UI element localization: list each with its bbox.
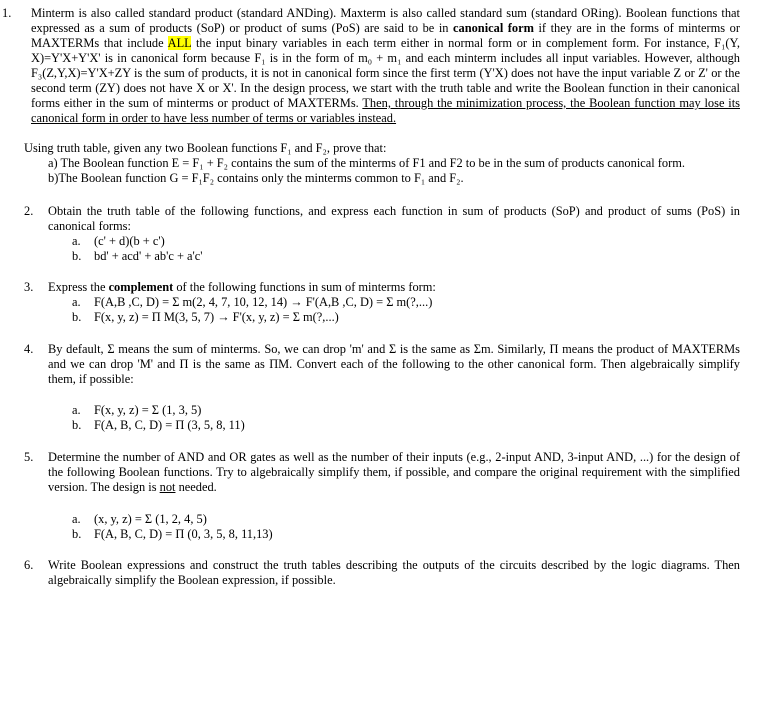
question-4 (24, 342, 740, 433)
highlighted-all: ALL (167, 36, 192, 50)
question-1 (2, 6, 740, 126)
question-number: 3. (24, 280, 34, 294)
question-5 (24, 450, 740, 542)
question-6-text: Write Boolean expressions and construct the truth tables describing the outputs of the circuits described by the logic diagrams. Then algebraically simplify the Boolean expression, if possible. (48, 558, 740, 587)
underlined-sentence: Then, through the minimization process, the Boolean function may lose its canonical form in order to have less number of terms or variables instead. (31, 96, 740, 125)
question-number: 2. (24, 204, 34, 218)
proof-item-b: b)The Boolean function G = F₁F₂ contains only the minterms common to F₁ and F₂. (48, 171, 464, 185)
proof-item-a: a) The Boolean function E = F₁ + F₂ contains the sum of the minterms of F1 and F2 to be in the sum of products canonical form. (48, 156, 685, 170)
underlined-not: not (159, 480, 176, 494)
list-item: a. F(A,B ,C, D) = Σ m(2, 4, 7, 10, 12, 14) → F'(A,B ,C, D) = Σ m(?,...) (72, 295, 433, 309)
list-item: b. bd' + acd' + ab'c + a'c' (72, 249, 203, 263)
question-3 (24, 280, 740, 325)
complement-term: complement (108, 280, 174, 294)
question-5-text: Determine the number of AND and OR gates as well as the number of their inputs (e.g., 2-input AND, 3-input AND, ...) for the design of the following Boolean functions. Try to algebraically simplify them, if possible, and compare the original requirement with the simplified version. The design is not needed. (48, 450, 740, 494)
question-number: 1. (2, 6, 12, 20)
question-number: 5. (24, 450, 34, 464)
proof-intro: Using truth table, given any two Boolean functions F₁ and F₂, prove that: (24, 141, 387, 155)
list-item: b. F(A, B, C, D) = Π (3, 5, 8, 11) (72, 418, 245, 432)
question-2-text: Obtain the truth table of the following functions, and express each function in sum of products (SoP) and product of sums (PoS) in canonical forms: (48, 204, 740, 233)
list-item: b. F(A, B, C, D) = Π (0, 3, 5, 8, 11,13) (72, 527, 273, 541)
list-item: a. (c' + d)(b + c') (72, 234, 165, 248)
question-6 (24, 558, 740, 588)
question-2 (24, 204, 740, 264)
list-item: a. F(x, y, z) = Σ (1, 3, 5) (72, 403, 202, 417)
question-4-text: By default, Σ means the sum of minterms. So, we can drop 'm' and Σ is the same as Σm. Similarly, Π means the product of MAXTERMs and we can drop 'M' and Π is the same as ΠM. Convert each of the following to the other canonical form. Then algebraically simplify them, if possible: (48, 342, 740, 386)
question-1-text: Minterm is also called standard product (standard ANDing). Maxterm is also called standard sum (standard ORing). Boolean functions that expressed as a sum of products (SoP) or product of sums (PoS) are said to be in canonical form if they are in the forms of minterms or MAXTERMs that include ALL the input binary variables in each term either in normal form or in complement form. For instance, F₁(Y, X)=Y'X+Y'X' is in canonical form because F₁ is in the form of m₀ + m₁ and each minterm includes all input variables. However, although F₃(Z,Y,X)=Y'X+ZY is the sum of products, it is not in canonical form since the first term (Y'X) does not have the input variable Z or Z' or the second term (ZY) does not have X or X'. In the design process, we start with the truth table and write the Boolean function in their canonical forms either in the sum of minterms or product of MAXTERMs. Then, through the minimization process, the Boolean function may lose its canonical form in order to have less number of terms or variables instead. (31, 6, 740, 125)
list-item: a. (x, y, z) = Σ (1, 2, 4, 5) (72, 512, 207, 526)
question-number: 4. (24, 342, 34, 356)
question-3-text: Express the complement of the following functions in sum of minterms form: (48, 280, 436, 294)
question-number: 6. (24, 558, 34, 572)
canonical-form-term: canonical form (453, 21, 534, 35)
question-1-proof (24, 141, 740, 186)
list-item: b. F(x, y, z) = Π M(3, 5, 7) → F'(x, y, z) = Σ m(?,...) (72, 310, 339, 324)
